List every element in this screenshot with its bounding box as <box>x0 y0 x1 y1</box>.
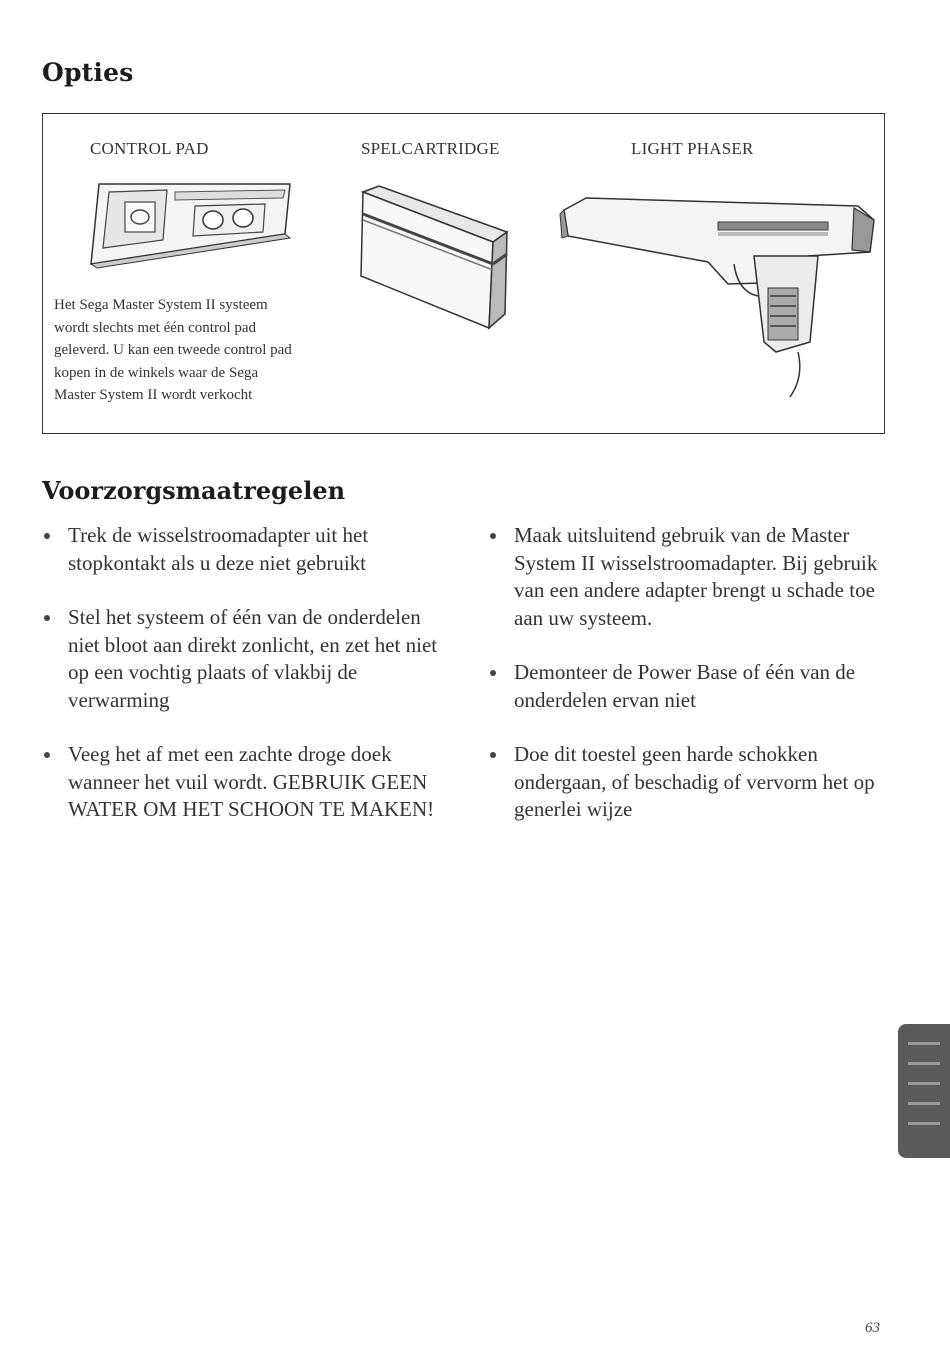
list-item <box>488 522 898 632</box>
bullet-icon <box>490 752 496 758</box>
list-item-text: Veeg het af met een zachte droge doek wanneer het vuil wordt. GEBRUIK GEEN WATER OM HET SCHOON TE MAKEN! <box>68 742 435 821</box>
bullet-icon <box>490 670 496 676</box>
options-heading: Opties <box>42 58 134 87</box>
bullet-icon <box>490 533 496 539</box>
bullet-icon <box>44 752 50 758</box>
list-item-text: Trek de wisselstroomadapter uit het stopkontakt als u deze niet gebruikt <box>68 523 369 575</box>
caption-line: Het Sega Master System II systeem <box>54 297 268 313</box>
caption-line: kopen in de winkels waar de Sega <box>54 364 259 381</box>
list-item <box>42 604 452 714</box>
cartridge-label: SPELCARTRIDGE <box>361 139 500 158</box>
list-item <box>42 522 452 577</box>
list-item-text: Stel het systeem of één van de onderdelen niet bloot aan direkt zonlicht, en zet het niet op een vochtig plaats of vlakbij de verwarming <box>68 605 438 712</box>
light-phaser-illustration <box>558 192 884 402</box>
precautions-right-column <box>488 522 898 851</box>
precautions-left-column <box>42 522 452 851</box>
control-pad-label: CONTROL PAD <box>90 139 209 158</box>
list-item <box>488 741 898 824</box>
list-item <box>488 659 898 714</box>
bullet-icon <box>44 533 50 539</box>
precautions-heading: Voorzorgsmaatregelen <box>42 476 346 505</box>
list-item <box>42 741 452 824</box>
control-pad-illustration <box>85 178 295 270</box>
caption-line: wordt slechts met één control pad <box>54 319 257 336</box>
list-item-text: Doe dit toestel geen harde schokken ondergaan, of beschadig of vervorm het op generlei wijze <box>514 742 875 821</box>
caption-line: geleverd. U kan een tweede control pad <box>54 342 292 358</box>
bullet-icon <box>44 615 50 621</box>
options-caption <box>54 294 364 407</box>
language-tab-icon <box>898 1024 950 1158</box>
page-number: 63 <box>865 1320 880 1336</box>
light-phaser-label: LIGHT PHASER <box>631 139 754 158</box>
caption-line: Master System II wordt verkocht <box>54 387 253 403</box>
options-box <box>42 113 885 434</box>
cartridge-illustration <box>359 184 511 332</box>
list-item-text: Demonteer de Power Base of één van de onderdelen ervan niet <box>514 660 856 712</box>
list-item-text: Maak uitsluitend gebruik van de Master System II wisselstroomadapter. Bij gebruik van een andere adapter brengt u schade toe aan uw systeem. <box>514 523 878 630</box>
